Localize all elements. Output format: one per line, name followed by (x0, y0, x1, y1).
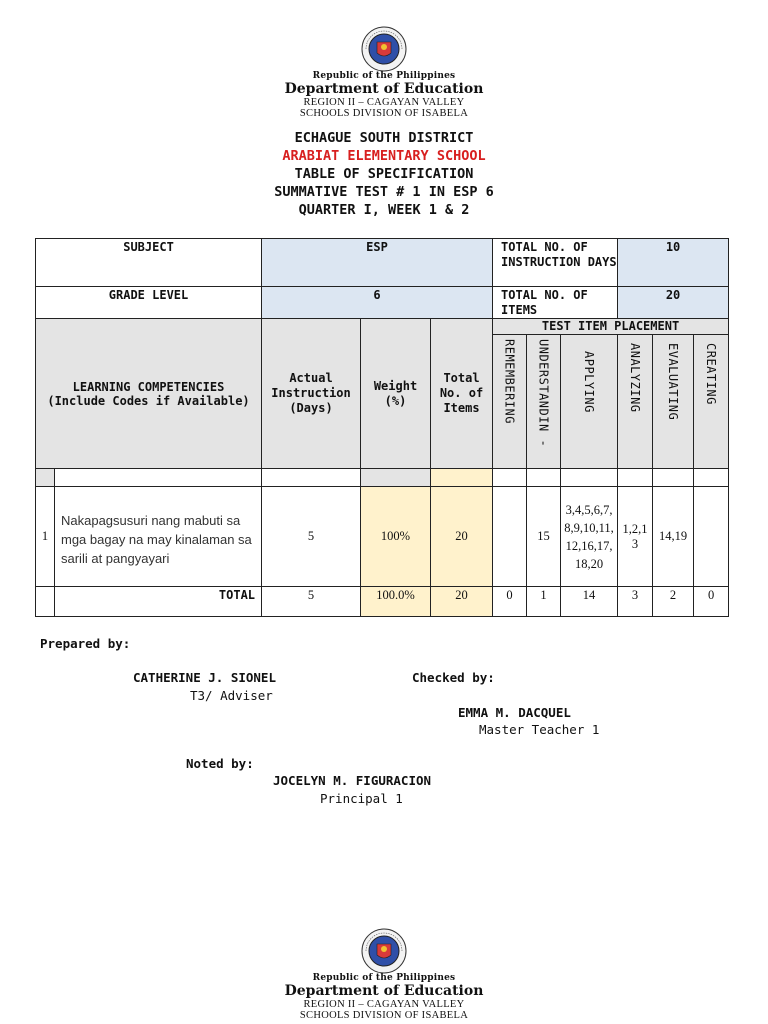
competencies-header (36, 319, 262, 469)
republic-text: Republic of the Philippines (312, 71, 456, 81)
placement-header: TEST ITEM PLACEMENT (493, 319, 729, 335)
row-competency: Nakapagsusuri nang mabuti sa mga bagay na may kinalaman sa sarili at pangyayari (55, 487, 262, 587)
level-creating (694, 335, 729, 469)
days-value: 10 (618, 239, 729, 287)
checked-name: EMMA M. DACQUEL (458, 705, 571, 720)
total-weight: 100.0% (361, 587, 431, 617)
region-text: REGION II – CAGAYAN VALLEY (303, 97, 465, 108)
level-applying (561, 335, 618, 469)
row-items: 20 (431, 487, 493, 587)
total-label: TOTAL (55, 587, 262, 617)
division-text: SCHOOLS DIVISION OF ISABELA (299, 108, 469, 119)
level-label: REMEMBERING (502, 339, 517, 424)
checked-label: Checked by: (412, 670, 495, 685)
table-of-specification (35, 238, 729, 617)
row-weight: 100% (361, 487, 431, 587)
subject-label: SUBJECT (36, 239, 262, 287)
row-evaluating: 14,19 (653, 487, 694, 587)
grade-value: 6 (262, 287, 493, 319)
region-text: REGION II – CAGAYAN VALLEY (303, 999, 465, 1010)
total-evaluating: 2 (653, 587, 694, 617)
level-label: UNDERSTANDIN - (536, 339, 551, 448)
doc-title: TABLE OF SPECIFICATION (294, 166, 474, 182)
competencies-label: LEARNING COMPETENCIES (72, 379, 225, 394)
days-label: TOTAL NO. OF INSTRUCTION DAYS (493, 239, 618, 287)
noted-label: Noted by: (186, 756, 254, 771)
items-label: TOTAL NO. OF ITEMS (493, 287, 618, 319)
competencies-sub: (Include Codes if Available) (47, 393, 250, 408)
republic-text: Republic of the Philippines (312, 973, 456, 983)
level-analyzing (618, 335, 653, 469)
document-titles (0, 129, 768, 219)
level-label: ANALYZING (628, 343, 643, 413)
department-text: Department of Education (284, 81, 484, 97)
level-label: APPLYING (582, 351, 597, 413)
row-understanding: 15 (527, 487, 561, 587)
level-remembering (493, 335, 527, 469)
deped-seal-icon (361, 928, 407, 974)
grade-label: GRADE LEVEL (36, 287, 262, 319)
total-remembering: 0 (493, 587, 527, 617)
district-title: ECHAGUE SOUTH DISTRICT (294, 130, 474, 146)
department-text: Department of Education (284, 983, 484, 999)
checked-title: Master Teacher 1 (479, 722, 600, 737)
school-title: ARABIAT ELEMENTARY SCHOOL (282, 148, 486, 164)
items-value: 20 (618, 287, 729, 319)
total-items-header: Total No. of Items (431, 319, 493, 469)
total-creating: 0 (694, 587, 729, 617)
deped-seal-icon (361, 26, 407, 72)
spacer-row (36, 469, 729, 487)
noted-title: Principal 1 (320, 791, 403, 806)
row-days: 5 (262, 487, 361, 587)
row-number: 1 (36, 487, 55, 587)
level-label: CREATING (704, 343, 719, 405)
level-label: EVALUATING (666, 343, 681, 421)
prepared-label: Prepared by: (40, 636, 131, 651)
total-days: 5 (262, 587, 361, 617)
row-applying: 3,4,5,6,7,8,9,10,11,12,16,17,18,20 (561, 487, 618, 587)
level-evaluating (653, 335, 694, 469)
weight-header: Weight (%) (361, 319, 431, 469)
letterhead-top (0, 26, 768, 119)
noted-name: JOCELYN M. FIGURACION (273, 773, 432, 788)
total-applying: 14 (561, 587, 618, 617)
row-remembering (493, 487, 527, 587)
total-row (36, 587, 729, 617)
actual-days-header: Actual Instruction (Days) (262, 319, 361, 469)
letterhead-bottom (0, 928, 768, 1021)
total-items: 20 (431, 587, 493, 617)
total-analyzing: 3 (618, 587, 653, 617)
table-row (36, 487, 729, 587)
prepared-title: T3/ Adviser (190, 688, 273, 703)
row-analyzing: 1,2,13 (618, 487, 653, 587)
test-title: SUMMATIVE TEST # 1 IN ESP 6 (274, 184, 494, 200)
prepared-name: CATHERINE J. SIONEL (133, 670, 276, 685)
quarter-title: QUARTER I, WEEK 1 & 2 (298, 202, 470, 218)
subject-value: ESP (262, 239, 493, 287)
total-understanding: 1 (527, 587, 561, 617)
level-understanding (527, 335, 561, 469)
row-creating (694, 487, 729, 587)
division-text: SCHOOLS DIVISION OF ISABELA (299, 1010, 469, 1021)
